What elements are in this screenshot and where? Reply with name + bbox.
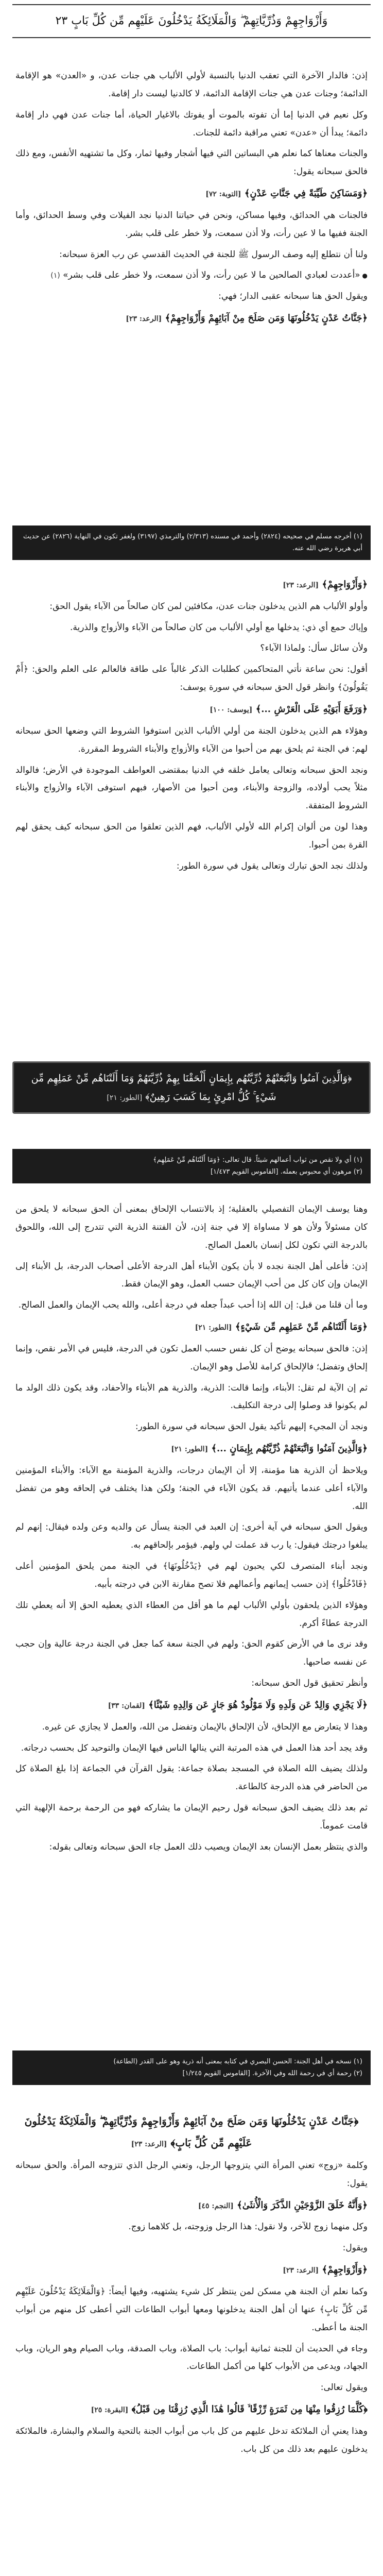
- paragraph: وقد نرى ما في الأرض كقوم الحق: ولهم في الجنة سعة كما جعل في الجنة درجة عالية وإن حجب عن نفسه صاحبها.: [15, 1639, 368, 1668]
- paragraph: وجاء في الحديث أن للجنة ثمانية أبواب: باب الصلاة، وباب الصدقة، وباب الصيام وهو الريان، وباب الجهاد، ويدعى من الأبواب كلها من أكمل الطاعات.: [15, 2343, 368, 2372]
- quran-verse-text: ﴿جَنَّاتُ عَدْنٍ يَدْخُلُونَهَا وَمَن صَلَحَ مِنْ آبَائِهِمْ وَأَزْوَاجِهِمْ﴾: [165, 313, 368, 324]
- footnote-marker: (١): [50, 272, 60, 280]
- quran-verse: [15, 700, 368, 719]
- footnote: (١) أخرجه مسلم في صحيحه (٢٨٢٤) وأحمد في مسنده (٢/٣١٣) والترمذي (٣١٩٧) ولغفر تكون في النهاية (٢٨٢٦) عن حديث أبي هريرة رضي الله عنه.: [23, 533, 362, 553]
- paragraph: ولأن سائل سأل: ولماذا الآباء؟: [260, 643, 368, 654]
- paragraph: والذي ينتظر بعمل الإنسان بعد الإيمان ويصيب ذلك العمل جاء الحق سبحانه وتعالى بقوله:: [49, 1841, 368, 1852]
- paragraph: ويقول:: [342, 2243, 368, 2253]
- paragraph: وقد يجد أحد هذا العمل في هذه المرتبة التي ينالها الناس فيها الإيمان والتوحيد كل بحسب درجاته.: [21, 1742, 368, 1753]
- quran-verse: [15, 184, 368, 204]
- paragraph: ونجد أن المجيء إليهم تأكيد يقول الحق سبحانه في سورة الطور:: [135, 1421, 368, 1432]
- section-2: [15, 572, 368, 878]
- paragraph: وأولو الألباب هم الذين يدخلون جنات عدن، مكافئين لمن كان صالحاً من الآباء يقول الحق:: [49, 601, 368, 612]
- paragraph: ولذلك يضيف الله الصلاة في المسجد بصلاة جماعة: يقول القرآن في الجماعة إذا بلغ الصلاة كل من الحاضر في هذه الدرجة كالطاعة.: [15, 1764, 368, 1792]
- paragraph: فالجنات هي الحدائق، وفيها مساكن، ونحن في حياتنا الدنيا نجد الفيلات وفي وسط الحدائق، وأما الجنة ففيها ما لا عين رأت، ولا أذن سمعت، ولا خطر على قلب بشر.: [15, 210, 368, 239]
- quran-verse-heading: [15, 2110, 368, 2154]
- verse-reference: [الرعد: ٢٣]: [283, 581, 319, 589]
- paragraph: وكلمة «زوج» تعني المرأة التي يتزوجها الرجل، وتعني الرجل الذي تتزوجه المرأة. والحق سبحانه يقول:: [15, 2160, 368, 2189]
- section-3: [15, 1200, 368, 1859]
- verse-number-badge: ٢٣: [55, 14, 68, 27]
- quran-verse: [15, 1439, 368, 1459]
- footnote: (١) نسخه في أهل الجنة: الحسن البصري في كتابه بمعنى أنه ذرية وهو على القدر (الطاعة): [113, 2058, 362, 2065]
- footnotes-block-3: [12, 2050, 371, 2085]
- paragraph: وما أن قلنا من قبل: إن الله إذا أحب عبداً جعله في درجة أعلى، والله يحب الإيمان والعمل الصالح.: [18, 1300, 368, 1311]
- paragraph: ونجد أبناء المتصرف لكي يحبون لهم في ﴿يَدْخُلُونَهَا﴾ في الجنة ممن يلحق المؤمنين أعلى ﴿فَادْخُلُوا﴾ إذن حسب إيمانهم وأعمالهم فلا تصح مقارنة الابن في درجته بأبيه.: [15, 1561, 368, 1589]
- footnote: (٢) رحمة أي في رحمة الله وفي الآخرة. [القاموس القويم ١/٢٤٥]: [182, 2070, 362, 2078]
- verse-reference: [الرعد: ٢٣]: [126, 315, 162, 324]
- quran-verse-text: ﴿وَأَنَّهُ خَلَقَ الزَّوْجَيْنِ الذَّكَرَ وَالْأُنثَىٰ﴾: [237, 2199, 368, 2211]
- verse-reference: [التوبة: ٧٢]: [205, 190, 241, 199]
- paragraph: ويلاحظ أن الذرية هنا مؤمنة، إلا أن الإيمان درجات، والذرية المؤمنة مع الآباء: والأبناء المؤمنين والآباء أعلى عندما يأتيهم. قد يكون الآباء في الجنة؛ ولكن هذا يختلف في إلحاقه وهو من تفضل الله.: [15, 1465, 368, 1512]
- paragraph: ويقول الحق سبحانه في آية أخرى: إن العبد في الجنة يسأل عن والديه وعن ولده فيقال: إنهم لم يبلغوا درجتك فيقول: يا رب قد عملت لي ولهم. فيؤمر بإلحاقهم به.: [15, 1522, 368, 1551]
- paragraph: وكل منهما زوج للآخر، ولا نقول: هذا الرجل وزوجته، بل كلاهما زوج.: [128, 2222, 368, 2232]
- section-4: [15, 2107, 368, 2462]
- footnote: (١) أي ولا نقص من ثواب أعمالهم شيئاً. قال تعالى: ﴿وَمَا أَلَتْنَاهُم مِّنْ عَمَلِهِم﴾: [153, 1156, 362, 1164]
- quran-verse: [15, 1696, 368, 1715]
- quran-verse: [15, 1317, 368, 1337]
- footnote: (٢) مرهون أي محبوس بعمله. [القاموس القويم ١/٤٧٣]: [210, 1168, 362, 1176]
- quran-verse: [15, 2196, 368, 2215]
- paragraph: وكما نعلم أن الجنة هي مسكن لمن ينتظر كل شيء يشتهيه، وفيها أيضاً: ﴿وَالْمَلَائِكَةُ يَدْخُلُونَ عَلَيْهِم مِّن كُلِّ بَابٍ﴾ عنها أن أهل الجنة يدخلونها ومعها أبواب الطاعات التي أعطى كل منهم من أبواب الجنة ما أعطى.: [15, 2286, 368, 2333]
- paragraph: وهذا لون من ألوان إكرام الله لأولي الألباب، فهم الذين تعلقوا من الحق سبحانه كيف يحقق لهم القرة بمن أحبوا.: [15, 822, 368, 850]
- paragraph: والجنات معناها كما نعلم هي البساتين التي فيها أشجار وفيها ثمار، وكل ما تشتهيه الأنفس، ومع ذلك فالحق سبحانه يقول:: [15, 148, 368, 177]
- quran-verse-text: ﴿وَمَا أَلَتْنَاهُم مِّنْ عَمَلِهِم مِّن شَيْءٍ﴾: [235, 1321, 368, 1333]
- verse-reference: [الطور: ٢١]: [107, 1094, 143, 1103]
- verse-reference: [الطور: ٢١]: [195, 1324, 232, 1332]
- verse-reference: [البقرة: ٢٥]: [91, 2406, 129, 2415]
- paragraph: ونجد الحق سبحانه وتعالى يعامل خلقه في الدنيا بمقتضى العواطف الموجودة في الأرض؛ فالوالد مثلاً يحب أولاده، والزوجة والأبناء، ومن أحبوا من الأصهار، فبهم استوفى الآباء والأزواج والأبناء الشروط المتفقة.: [15, 765, 368, 811]
- verse-reference: [يوسف: ١٠٠]: [210, 706, 253, 715]
- quran-verse-text: ﴿وَالَّذِينَ آمَنُوا وَاتَّبَعَتْهُمْ ذُرِّيَّتُهُم بِإِيمَانٍ أَلْحَقْنَا بِهِمْ ذُرِّيَّتَهُمْ وَمَا أَلَتْنَاهُم مِّنْ عَمَلِهِم مِّن شَيْءٍ ۚ كُلُّ امْرِئٍ بِمَا كَسَبَ رَهِينٌ﴾: [31, 1073, 352, 1103]
- top-verse-banner: [12, 4, 371, 38]
- paragraph: ولذلك نجد الحق تبارك وتعالى يقول في سورة الطور:: [176, 860, 368, 871]
- paragraph: ويقول تعالى:: [320, 2382, 368, 2393]
- quran-verse-text: ﴿جَنَّاتُ عَدْنٍ يَدْخُلُونَهَا وَمَن صَلَحَ مِنْ آبَائِهِمْ وَأَزْوَاجِهِمْ وَذُرِّيَّاتِهِمْ ۖ وَالْمَلَائِكَةُ يَدْخُلُونَ عَلَيْهِم مِّن كُلِّ بَابٍ﴾: [24, 2115, 359, 2149]
- paragraph: إذن: فالحق سبحانه يوضح أن كل نفس حسب العمل تكون في الدرجة، فليس في الأمر نقص، وإنما إلحاق وتفضل؛ فالإلحاق كرامة للأصل وهو الإيمان.: [15, 1343, 368, 1372]
- verse-banner-tur: [12, 1061, 371, 1114]
- verse-reference: [الرعد: ٢٣]: [283, 2266, 319, 2275]
- verse-reference: [الطور: ٢١]: [171, 1445, 208, 1454]
- quran-verse: [15, 2400, 368, 2419]
- quran-verse-text: ﴿وَالَّذِينَ آمَنُوا وَاتَّبَعَتْهُمْ ذُرِّيَّتُهُم بِإِيمَانٍ ...﴾: [211, 1443, 368, 1454]
- paragraph: أقول: نحن ساعة نأتي المتحاكمين كطلبات الذكر غالباً على طاقة فالعالم على العلم والحق: ﴿أَمْ يَقُولُونَ﴾ وانظر قول الحق سبحانه في سورة يوسف:: [15, 664, 368, 693]
- paragraph: وهؤلاء الذين يلحقون بأولي الألباب لهم ما هو أقل من العطاء الذي يعطيه الحق إلا أنه يعطي تلك الدرجة عطاءً أكرم.: [15, 1600, 368, 1629]
- section-1: [15, 67, 368, 331]
- paragraph: وهذا يعني أن الملائكة تدخل عليهم من كل باب من أبواب الجنة بالتحية والسلام والبشارة، فالملائكة يدخلون عليهم بعد ذلك من كل باب.: [15, 2426, 368, 2454]
- quran-verse-text: ﴿كُلَّمَا رُزِقُوا مِنْهَا مِن ثَمَرَةٍ رِّزْقًا ۙ قَالُوا هَٰذَا الَّذِي رُزِقْنَا مِن قَبْلُ﴾: [131, 2404, 368, 2415]
- quran-verse-text: ﴿وَأَزْوَاجِهِمْ﴾: [322, 2264, 368, 2276]
- paragraph: إذن: فالدار الآخرة التي تعقب الدنيا بالنسبة لأولي الألباب هي جنات عدن، و «العدن» هو الإقامة الدائمة؛ وجنات عدن هي جنات الإقامة الدائمة، لا كالدنيا ليست دار إقامة.: [15, 71, 368, 99]
- paragraph: ولنا أن نتطلع إليه وصف الرسول ﷺ للجنة في الحديث القدسي عن رب العزة سبحانه:: [59, 249, 368, 260]
- quran-verse: [15, 309, 368, 328]
- quran-verse-text: ﴿وَأَزْوَاجِهِمْ﴾: [322, 579, 368, 590]
- footnotes-block-2: [12, 1149, 371, 1183]
- footnotes-block-1: [12, 526, 371, 560]
- top-verse-text: وَأَزْوَاجِهِمْ وَذُرِّيَّاتِهِمْ ۖ وَالْمَلَائِكَةُ يَدْخُلُونَ عَلَيْهِم مِّن كُلِّ بَابٍ: [71, 14, 328, 27]
- quran-verse: [15, 575, 368, 595]
- paragraph: وهنا يوسف الإيمان التفصيلي بالعقلية؛ إذ بالانتساب الإلحاق بمعنى أن الحق سبحانه لا يلحق من كان مسئولاً ولأن هو لا مساواة إلا في جنة إذن، لأن الفتنة الذرية التي تتدرج إلى الله، واللحوق بالدرجة التي تكون لكل إنسان بالعمل الصالح.: [15, 1204, 368, 1250]
- paragraph: وإياك حمع أي ذي: يدخلها مع أولي الألباب من كان صالحاً من الآباء والأزواج والذرية.: [69, 622, 368, 633]
- paragraph: وأنظر تحقيق قول الحق سبحانه:: [251, 1678, 368, 1689]
- quran-verse-text: ﴿لَا يَجْزِي وَالِدٌ عَن وَلَدِهِ وَلَا مَوْلُودٌ هُوَ جَازٍ عَن وَالِدِهِ شَيْئًا﴾: [148, 1700, 368, 1710]
- hadith-text: «أعددت لعبادي الصالحين ما لا عين رأت، ولا أذن سمعت، ولا خطر على قلب بشر»: [63, 270, 360, 281]
- verse-reference: [النجم: ٤٥]: [198, 2201, 234, 2210]
- paragraph: إذن: فأعلى أهل الجنة نجده لا بأن يكون الأبناء أهل الدرجة الأعلى أصحاب الدرجة، بل الأبناء إلى الإيمان وإن كان كل من أحب الإيمان حسب العمل، وهو الإيمان فقط.: [15, 1261, 368, 1290]
- paragraph: وهؤلاء هم الذين يدخلون الجنة من أولي الألباب الذين استوفوا الشروط التي وضعها الحق سبحانه لهم: في الجنة ثم يلحق بهم من أحبوا من الآباء والأزواج والأبناء الشروط المقررة.: [15, 725, 368, 754]
- quran-verse: [15, 2260, 368, 2280]
- quran-verse-text: ﴿وَرَفَعَ أَبَوَيْهِ عَلَى الْعَرْشِ ...﴾: [255, 704, 368, 715]
- quran-verse-text: ﴿وَمَسَاكِنَ طَيِّبَةً فِي جَنَّاتِ عَدْنٍ﴾: [244, 188, 368, 199]
- verse-reference: [لقمان: ٣٣]: [108, 1702, 145, 1710]
- verse-reference: [الرعد: ٢٣]: [131, 2140, 167, 2148]
- paragraph: وهذا لا يتعارض مع الإلحاق، لأن الإلحاق بالإيمان وتفضل من الله، والعمل لا يجازي عن غيره.: [42, 1721, 368, 1732]
- paragraph: ثم بعد ذلك يضيف الحق سبحانه قول رحيم الإيمان ما يشاركه فهو من الرحمة برحمة الإلهية التي قامت عموماً.: [15, 1803, 368, 1832]
- hadith-quote: [15, 266, 368, 284]
- paragraph: ويقول الحق هنا سبحانه عقبى الدار؛ فهي:: [218, 291, 368, 302]
- paragraph: ثم إن الآية لم تقل: الأبناء، وإنما قالت: الذرية، والذرية هم الأبناء والأحفاد، وقد يكون ذلك الولد ما لم يكونوا قد وصلوا إلى درجة التكليف.: [15, 1382, 368, 1411]
- paragraph: وكل نعيم في الدنيا إما أن تفوته بالموت أو يفوتك بالاغيار الحياة، أما جنات عدن فهي دار إقامة دائمة؛ يبدأ أن «عدن» تعني مراقبة دائمة للجنات.: [15, 109, 368, 138]
